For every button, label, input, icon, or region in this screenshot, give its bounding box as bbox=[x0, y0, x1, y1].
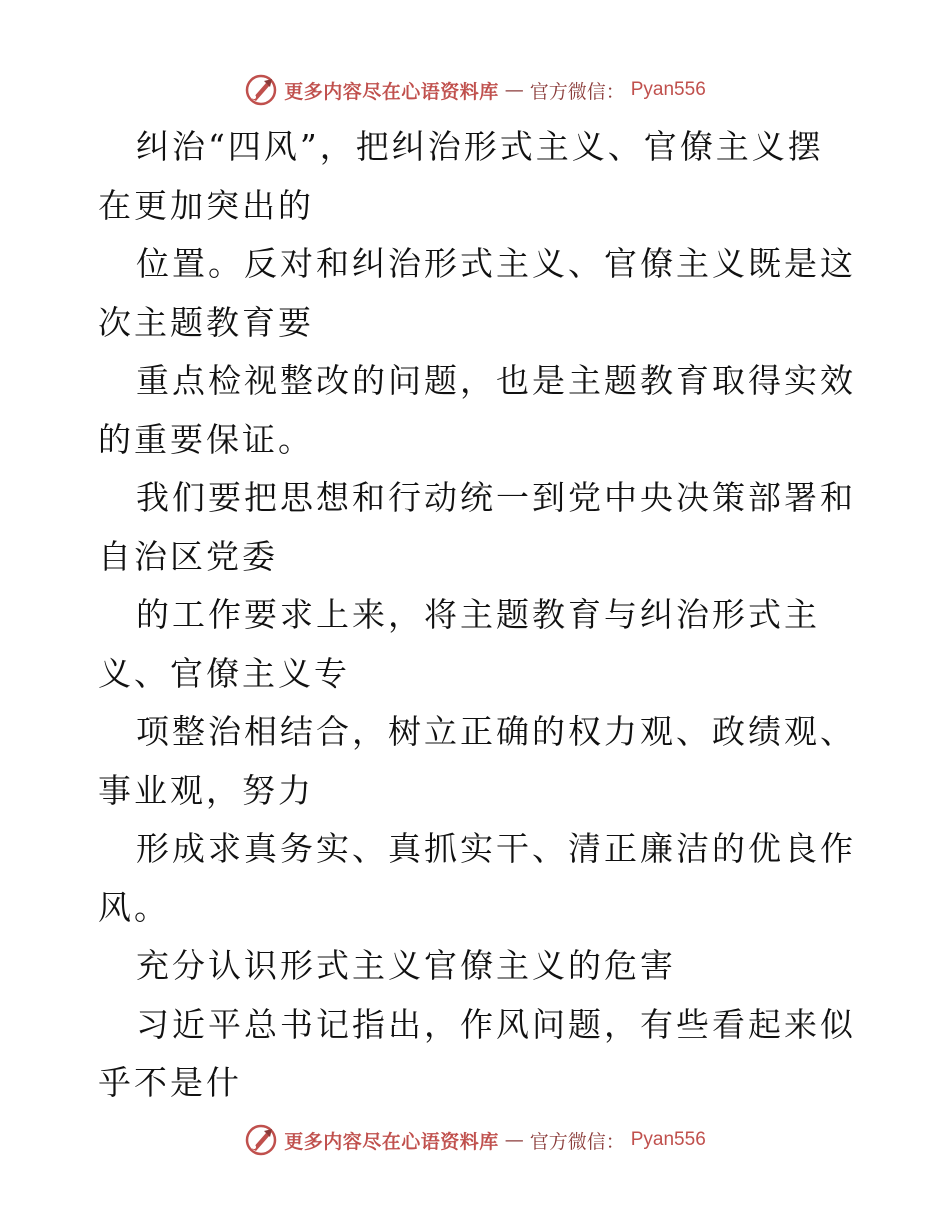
header-watermark bbox=[0, 70, 950, 110]
watermark-wechat-label: 官方微信： bbox=[529, 80, 625, 103]
watermark-site-text: 更多内容尽在心语资料库 bbox=[284, 1130, 499, 1153]
paragraph: 位置。反对和纠治形式主义、官僚主义既是这次主题教育要 bbox=[98, 244, 856, 342]
document-body bbox=[98, 118, 858, 1113]
paragraph: 形成求真务实、真抓实干、清正廉洁的优良作风。 bbox=[98, 829, 856, 927]
watermark-wechat-id: Pyan556 bbox=[630, 1129, 706, 1150]
section-heading: 充分认识形式主义官僚主义的危害 bbox=[136, 946, 676, 985]
paragraph: 我们要把思想和行动统一到党中央决策部署和自治区党委 bbox=[98, 478, 856, 576]
paragraph: 项整治相结合，树立正确的权力观、政绩观、事业观，努力 bbox=[98, 712, 856, 810]
paragraph: 纠治“四风”，把纠治形式主义、官僚主义摆在更加突出的 bbox=[98, 127, 824, 225]
quill-logo-icon bbox=[244, 73, 278, 107]
watermark-site-text: 更多内容尽在心语资料库 bbox=[284, 80, 499, 103]
footer-watermark bbox=[0, 1120, 950, 1160]
watermark-dash: — bbox=[504, 1129, 524, 1151]
paragraph: 习近平总书记指出，作风问题，有些看起来似乎不是什 bbox=[98, 1004, 856, 1102]
quill-logo-icon bbox=[244, 1123, 278, 1157]
watermark-wechat-id: Pyan556 bbox=[630, 79, 706, 100]
paragraph: 的工作要求上来，将主题教育与纠治形式主义、官僚主义专 bbox=[98, 595, 820, 693]
paragraph: 重点检视整改的问题，也是主题教育取得实效的重要保证。 bbox=[98, 361, 856, 459]
watermark-wechat-label: 官方微信： bbox=[529, 1130, 625, 1153]
watermark-dash: — bbox=[504, 79, 524, 101]
